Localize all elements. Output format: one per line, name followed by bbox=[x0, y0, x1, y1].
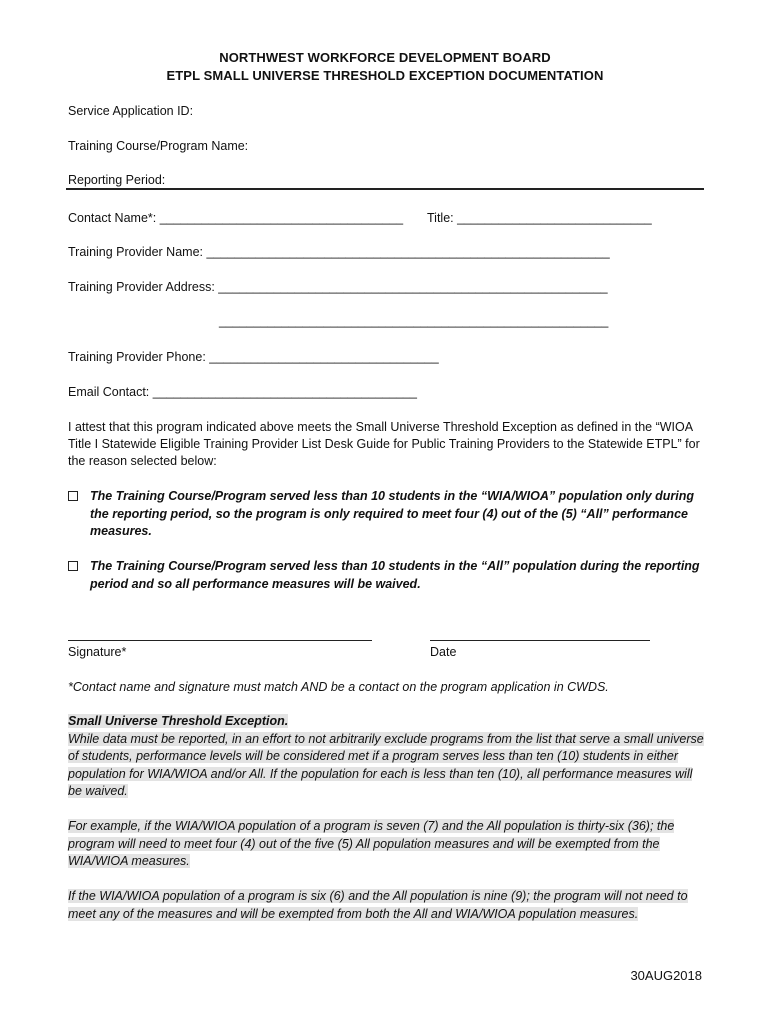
training-course-name-label[interactable]: Training Course/Program Name: bbox=[68, 139, 249, 153]
exception-section bbox=[68, 713, 708, 801]
option-text: The Training Course/Program served less than 10 students in the “All” population during the reporting period and so all performance measures will be waived. bbox=[90, 559, 700, 591]
option-wia-wioa-only[interactable] bbox=[68, 488, 708, 541]
provider-address-field[interactable]: Training Provider Address: ________________________________________________________ bbox=[68, 280, 608, 294]
provider-phone-field[interactable]: Training Provider Phone: _________________________________ bbox=[68, 350, 439, 364]
checkbox-icon[interactable] bbox=[68, 491, 78, 501]
revision-date: 30AUG2018 bbox=[630, 968, 702, 983]
exception-paragraph-3: If the WIA/WIOA population of a program is six (6) and the All population is nine (9); the program will not need to meet any of the measures and will be exempted from both the All and WIA/WIOA population measures. bbox=[68, 889, 688, 921]
option-all-population[interactable] bbox=[68, 558, 708, 593]
exception-example-1 bbox=[68, 818, 708, 871]
exception-heading: Small Universe Threshold Exception. bbox=[68, 714, 289, 728]
date-line[interactable] bbox=[430, 640, 650, 641]
reporting-period-label[interactable]: Reporting Period: bbox=[68, 173, 166, 187]
document-org-title: NORTHWEST WORKFORCE DEVELOPMENT BOARD bbox=[219, 50, 551, 65]
exception-paragraph-1: While data must be reported, in an effort to not arbitrarily exclude programs from the list that serve a small universe of students, performance levels will be considered met if a program serves less than ten (10) students in either population for WIA/WIOA and/or All. If the population for each is less than ten (10), all performance measures will be waived. bbox=[68, 731, 704, 798]
title-field[interactable]: Title: ____________________________ bbox=[427, 211, 652, 225]
section-divider bbox=[66, 188, 704, 190]
provider-name-field[interactable]: Training Provider Name: __________________________________________________________ bbox=[68, 245, 610, 259]
signature-line[interactable] bbox=[68, 640, 372, 641]
checkbox-icon[interactable] bbox=[68, 561, 78, 571]
document-form-title: ETPL SMALL UNIVERSE THRESHOLD EXCEPTION DOCUMENTATION bbox=[166, 68, 604, 83]
provider-address-line2-field[interactable]: ________________________________________________________ bbox=[219, 314, 609, 328]
date-label: Date bbox=[430, 645, 457, 659]
service-application-id-label[interactable]: Service Application ID: bbox=[68, 104, 194, 118]
option-text: The Training Course/Program served less than 10 students in the “WIA/WIOA” population only during the reporting period, so the program is only required to meet four (4) out of the (5) “All” performance measures. bbox=[90, 489, 695, 538]
exception-paragraph-2: For example, if the WIA/WIOA population of a program is seven (7) and the All population is thirty-six (36); the program will need to meet four (4) out of the five (5) All population measures and will be exempted from the WIA/WIOA measures. bbox=[68, 819, 675, 868]
signature-label: Signature* bbox=[68, 645, 127, 659]
attestation-statement: I attest that this program indicated above meets the Small Universe Threshold Exception as defined in the “WIOA Title I Statewide Eligible Training Provider List Desk Guide for Public Training Providers to the Statewide ETPL” for the reason selected below: bbox=[68, 420, 700, 468]
exception-example-2 bbox=[68, 888, 708, 923]
contact-name-field[interactable]: Contact Name*: ___________________________________ bbox=[68, 211, 404, 225]
contact-note: *Contact name and signature must match AND be a contact on the program application in CWDS. bbox=[68, 680, 609, 694]
email-contact-field[interactable]: Email Contact: ______________________________________ bbox=[68, 385, 417, 399]
